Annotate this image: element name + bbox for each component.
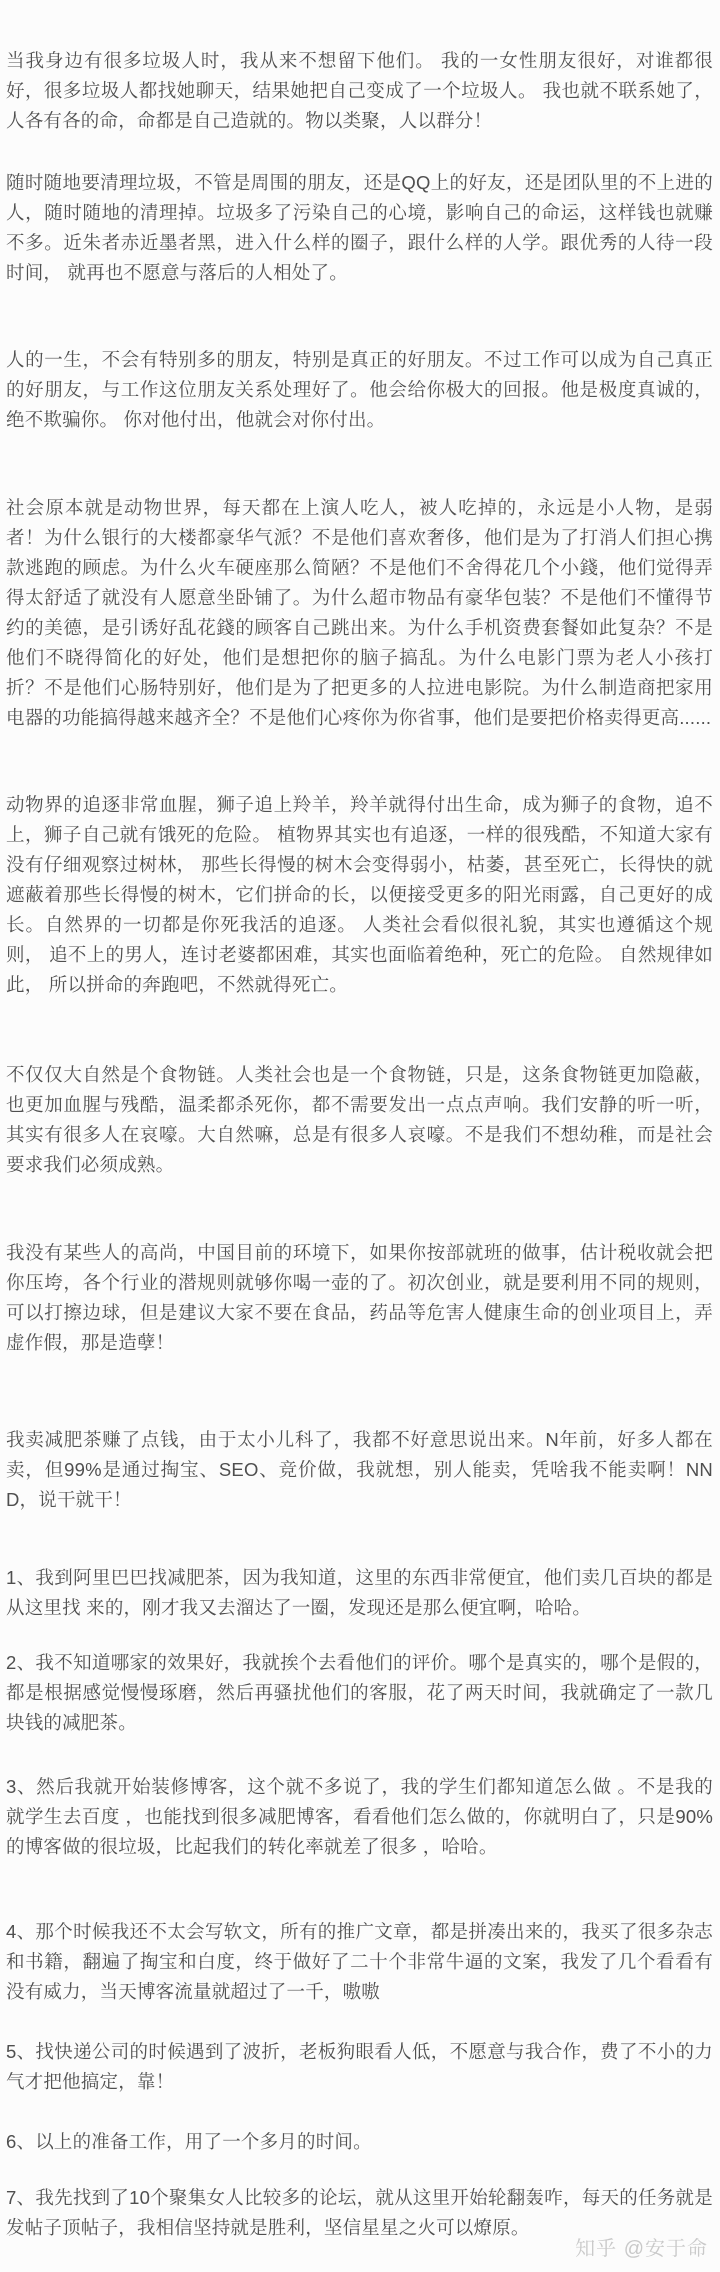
- paragraph-4: 社会原本就是动物世界，每天都在上演人吃人，被人吃掉的，永远是小人物，是弱者！为什么银行的大楼都豪华气派？不是他们喜欢奢侈，他们是为了打消人们担心携款逃跑的顾虑。为什么火车硬座那么简陋？不是他们不舍得花几个小錢，他们觉得弄得太舒适了就没有人愿意坐卧铺了。为什么超市物品有豪华包装？不是他们不懂得节约的美德，是引诱好乱花錢的顾客自己跳出来。为什么手机资费套餐如此复杂？不是他们不晓得简化的好处，他们是想把你的脑子搞乱。为什么电影门票为老人小孩打折？不是他们心肠特别好，他们是为了把更多的人拉进电影院。为什么制造商把家用电器的功能搞得越来越齐全？不是他们心疼你为你省事，他们是要把价格卖得更高......: [6, 497, 713, 728]
- paragraph-8: 我卖减肥茶赚了点钱，由于太小儿科了，我都不好意思说出来。N年前，好多人都在卖，但99%是通过掏宝、SEO、竞价做，我就想，别人能卖，凭啥我不能卖啊！NND，说干就干！: [6, 1429, 713, 1510]
- paragraph-6: 不仅仅大自然是个食物链。人类社会也是一个食物链，只是，这条食物链更加隐蔽，也更加血腥与残酷，温柔都杀死你，都不需要发出一点点声响。我们安静的听一听，其实有很多人在哀嚎。大自然嘛，总是有很多人哀嚎。不是我们不想幼稚，而是社会要求我们必须成熟。: [6, 1064, 713, 1175]
- list-item-5: 5、找快递公司的时候遇到了波折，老板狗眼看人低，不愿意与我合作，费了不小的力气才把他搞定，靠！: [6, 2041, 713, 2092]
- list-item-4: 4、那个时候我还不太会写软文，所有的推广文章，都是拼凑出来的，我买了很多杂志和书籍，翻遍了掏宝和白度，终于做好了二十个非常牛逼的文案，我发了几个看看有没有威力，当天博客流量就超过了一千，嗷嗷: [6, 1921, 713, 2002]
- paragraph-2: 随时随地要清理垃圾，不管是周围的朋友，还是QQ上的好友，还是团队里的不上进的人，随时随地的清理掉。垃圾多了污染自己的心境，影响自己的命运，这样钱也就赚不多。近朱者赤近墨者黑，进入什么样的圈子，跟什么样的人学。跟优秀的人待一段时间， 就再也不愿意与落后的人相处了。: [6, 172, 713, 283]
- paragraph-1: 当我身边有很多垃圾人时，我从来不想留下他们。 我的一女性朋友很好，对谁都很好，很多垃圾人都找她聊天，结果她把自己变成了一个垃圾人。 我也就不联系她了，人各有各的命，命都是自己造就的。物以类聚，人以群分！: [6, 50, 713, 131]
- list-item-1: 1、我到阿里巴巴找减肥茶，因为我知道，这里的东西非常便宜，他们卖几百块的都是从这里找 来的，刚才我又去溜达了一圈，发现还是那么便宜啊，哈哈。: [6, 1567, 713, 1618]
- zhihu-watermark: 知乎 @安于命: [575, 2238, 708, 2260]
- paragraph-5: 动物界的追逐非常血腥，狮子追上羚羊，羚羊就得付出生命，成为狮子的食物，追不上，狮子自己就有饿死的危险。 植物界其实也有追逐，一样的很残酷，不知道大家有没有仔细观察过树林， 那些长得慢的树木会变得弱小，枯萎，甚至死亡，长得快的就遮蔽着那些长得慢的树木，它们拼命的长，以便接受更多的阳光雨露，自己更好的成长。自然界的一切都是你死我活的追逐。 人类社会看似很礼貌，其实也遵循这个规则， 追不上的男人，连讨老婆都困难，其实也面临着绝种，死亡的危险。 自然规律如此， 所以拼命的奔跑吧，不然就得死亡。: [6, 794, 713, 995]
- paragraph-3: 人的一生，不会有特别多的朋友，特别是真正的好朋友。不过工作可以成为自己真正的好朋友，与工作这位朋友关系处理好了。他会给你极大的回报。他是极度真诚的，绝不欺骗你。 你对他付出，他就会对你付出。: [6, 349, 713, 430]
- paragraph-7: 我没有某些人的高尚，中国目前的环境下，如果你按部就班的做事，估计税收就会把你压垮，各个行业的潜规则就够你喝一壶的了。初次创业，就是要利用不同的规则，可以打擦边球，但是建议大家不要在食品，药品等危害人健康生命的创业项目上，弄虚作假，那是造孽！: [6, 1242, 713, 1353]
- list-item-2: 2、我不知道哪家的效果好，我就挨个去看他们的评价。哪个是真实的，哪个是假的，都是根据感觉慢慢琢磨，然后再骚扰他们的客服，花了两天时间，我就确定了一款几块钱的减肥茶。: [6, 1652, 713, 1733]
- list-item-3: 3、然后我就开始装修博客，这个就不多说了，我的学生们都知道怎么做 。不是我的就学生去百度 ，也能找到很多减肥博客，看看他们怎么做的，你就明白了，只是90%的博客做的很垃圾，比起我们的转化率就差了很多 ，哈哈。: [6, 1776, 713, 1857]
- list-item-7: 7、我先找到了10个聚集女人比较多的论坛，就从这里开始轮翻轰咋，每天的任务就是发帖子顶帖子，我相信坚持就是胜利，坚信星星之火可以燎原。: [6, 2187, 713, 2238]
- list-item-6: 6、以上的准备工作，用了一个多月的时间。: [6, 2131, 372, 2152]
